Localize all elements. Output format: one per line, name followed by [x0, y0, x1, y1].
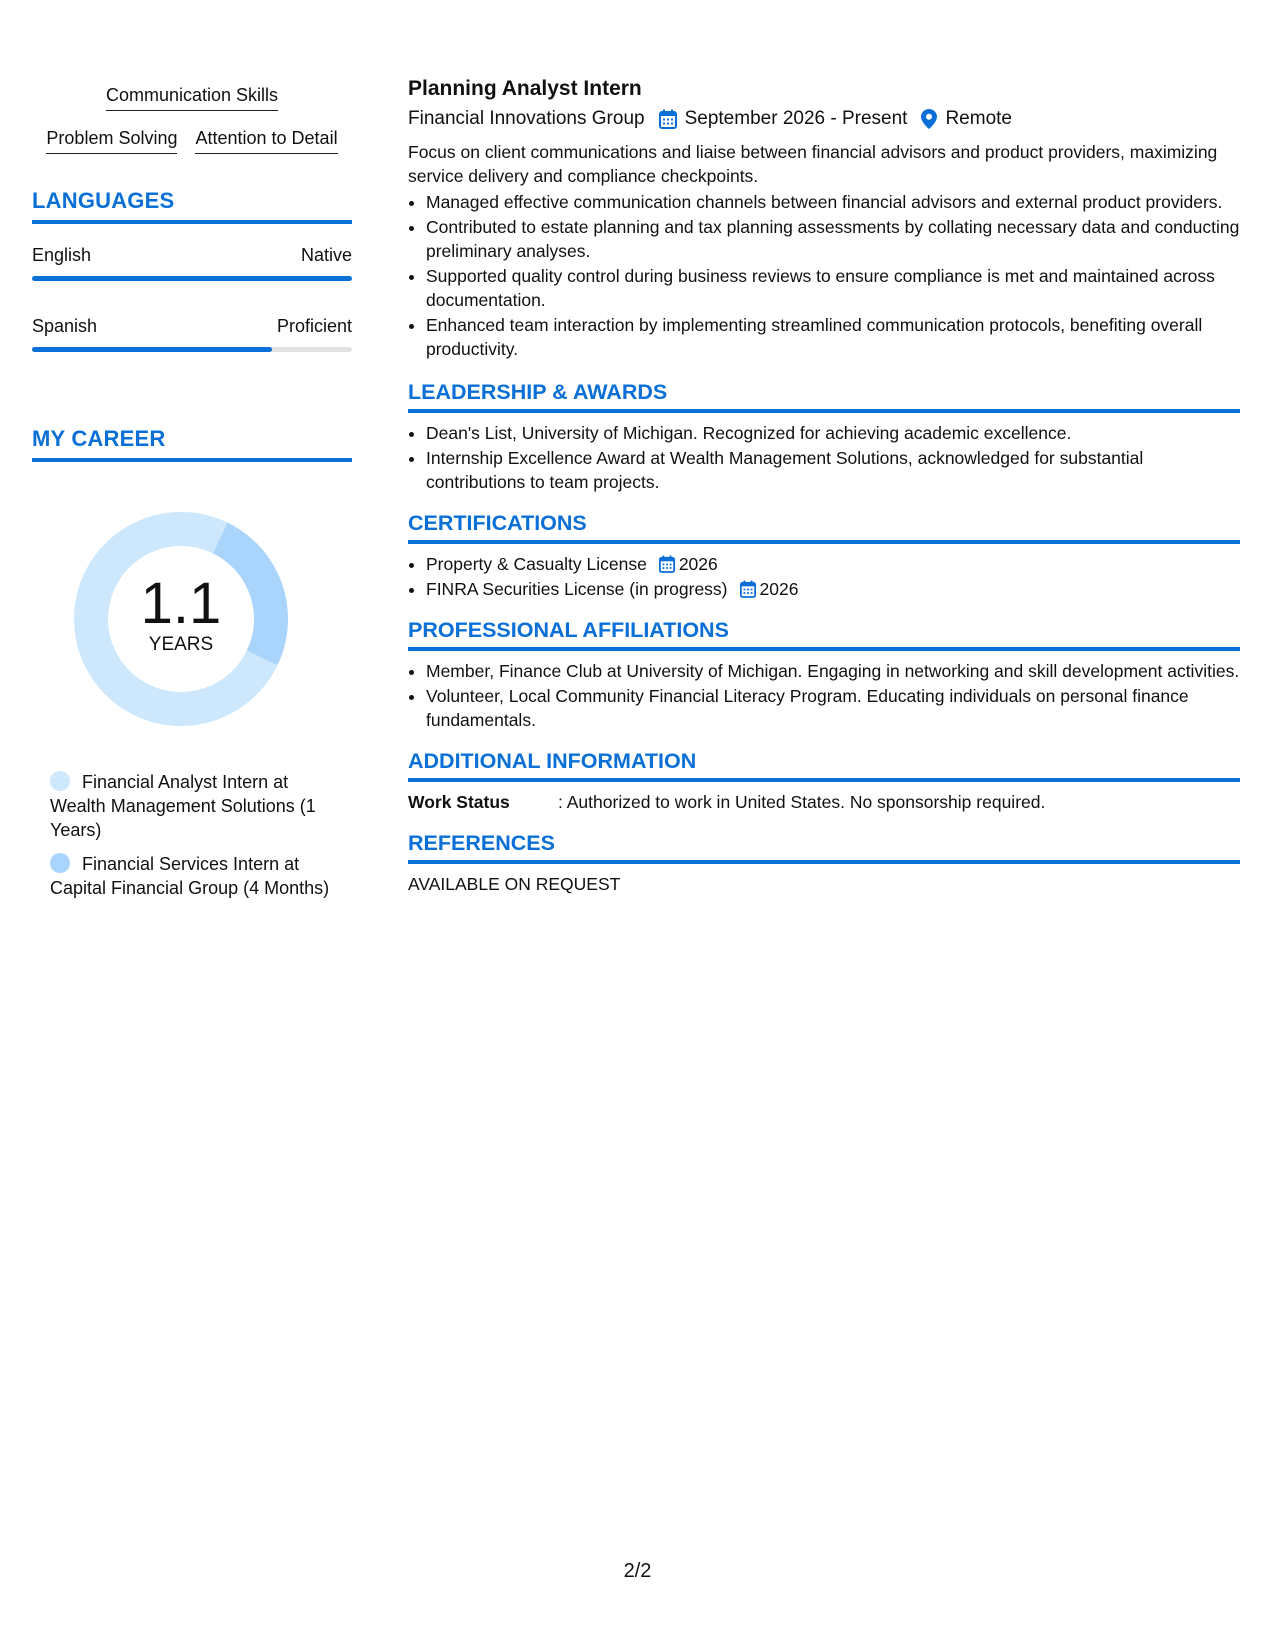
references-heading: REFERENCES	[408, 830, 1240, 864]
career-legend-item	[32, 852, 340, 900]
job-bullets	[408, 190, 1240, 361]
certifications-list	[408, 552, 1240, 601]
additional-info-heading: ADDITIONAL INFORMATION	[408, 748, 1240, 782]
job-title: Planning Analyst Intern	[408, 77, 642, 100]
language-item	[32, 244, 352, 281]
job-bullet: • Supported quality control during business reviews to ensure compliance is met and maintained across documentation.	[426, 264, 1240, 312]
calendar-icon	[740, 580, 756, 598]
affiliation-item: • Member, Finance Club at University of Michigan. Engaging in networking and skill development activities.	[426, 659, 1240, 683]
language-bar	[32, 276, 352, 281]
language-item	[32, 315, 352, 352]
right-column	[408, 76, 1240, 896]
certification-year: 2026	[678, 554, 718, 574]
skill-tag: Problem Solving	[46, 127, 177, 154]
skill-tag: Attention to Detail	[195, 127, 337, 154]
work-status-label: Work Status	[408, 792, 510, 812]
calendar-icon	[659, 555, 675, 573]
certification-name: • Property & Casualty License	[426, 554, 647, 574]
job-company: Financial Innovations Group	[408, 108, 645, 129]
language-level: Native	[300, 245, 352, 265]
language-bar	[32, 347, 352, 352]
language-name: English	[32, 245, 92, 265]
career-total-years: 1.1	[140, 571, 222, 636]
job-meta	[408, 106, 1240, 132]
leadership-list	[408, 421, 1240, 494]
career-legend-text: Financial Analyst Intern at Wealth Management Solutions (1 Years)	[50, 772, 316, 840]
career-legend	[32, 770, 352, 900]
leadership-heading: LEADERSHIP & AWARDS	[408, 379, 1240, 413]
certification-item	[426, 577, 1240, 601]
calendar-icon	[659, 109, 677, 129]
skills-row	[32, 127, 352, 154]
skills-row	[32, 84, 352, 111]
legend-dot-icon	[50, 853, 70, 873]
job-bullet: • Contributed to estate planning and tax planning assessments by collating necessary data and conducting preliminary analyses.	[426, 215, 1240, 263]
language-name: Spanish	[32, 316, 98, 336]
language-level: Proficient	[276, 316, 352, 336]
certification-year: 2026	[759, 579, 799, 599]
certification-name: • FINRA Securities License (in progress)	[426, 579, 728, 599]
work-status-value: : Authorized to work in United States. No sponsorship required.	[558, 792, 1046, 812]
job-bullet: • Enhanced team interaction by implementing streamlined communication protocols, benefiting overall productivity.	[426, 313, 1240, 361]
job-dates: September 2026 - Present	[684, 108, 908, 129]
job-summary: Focus on client communications and liaise between financial advisors and product providers, maximizing service delivery and compliance checkpoints.	[408, 142, 1218, 186]
career-donut-chart	[66, 504, 296, 734]
legend-dot-icon	[50, 771, 70, 791]
language-bar-fill	[32, 276, 352, 281]
languages-heading: LANGUAGES	[32, 188, 352, 224]
skill-tag: Communication Skills	[106, 84, 278, 111]
references-text: AVAILABLE ON REQUEST	[408, 874, 621, 894]
language-bar-fill	[32, 347, 272, 352]
page-number: 2/2	[623, 1560, 652, 1582]
donut-center	[66, 504, 296, 734]
affiliations-list	[408, 659, 1240, 732]
leadership-item: • Internship Excellence Award at Wealth Management Solutions, acknowledged for substantial contributions to team projects.	[426, 446, 1240, 494]
certifications-heading: CERTIFICATIONS	[408, 510, 1240, 544]
affiliation-item: • Volunteer, Local Community Financial Literacy Program. Educating individuals on personal finance fundamentals.	[426, 684, 1240, 732]
career-heading: MY CAREER	[32, 426, 352, 462]
certification-item	[426, 552, 1240, 576]
career-legend-text: Financial Services Intern at Capital Financial Group (4 Months)	[50, 854, 330, 898]
job-location: Remote	[945, 108, 1012, 129]
career-legend-item	[32, 770, 340, 842]
work-status-row	[408, 790, 1240, 814]
left-column	[32, 84, 352, 910]
affiliations-heading: PROFESSIONAL AFFILIATIONS	[408, 617, 1240, 651]
career-unit: YEARS	[148, 634, 214, 655]
job-bullet: • Managed effective communication channels between financial advisors and external product providers.	[426, 190, 1240, 214]
leadership-item: • Dean's List, University of Michigan. Recognized for achieving academic excellence.	[426, 421, 1240, 445]
location-pin-icon	[921, 109, 937, 129]
